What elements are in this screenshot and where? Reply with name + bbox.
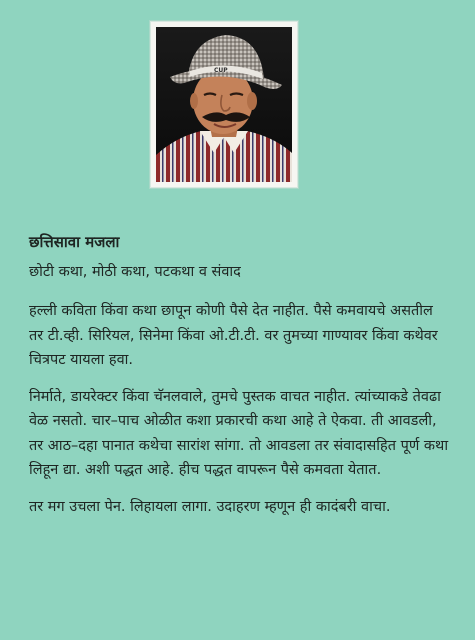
chapter-title: छत्तिसावा मजला xyxy=(29,233,120,251)
subtitle: छोटी कथा, मोठी कथा, पटकथा व संवाद xyxy=(29,264,241,280)
author-portrait-image xyxy=(156,27,292,182)
author-photo xyxy=(150,21,298,188)
paragraph-1: हल्ली कविता किंवा कथा छापून कोणी पैसे देत नाहीत. पैसे कमवायचे असतील तर टी.व्ही. सिरियल, सिनेमा किंवा ओ.टी.टी. वर तुमच्या गाण्यावर किंवा कथेवर चित्रपट यायला हवा. xyxy=(29,303,438,368)
paragraph-3: तर मग उचला पेन. लिहायला लागा. उदाहरण म्हणून ही कादंबरी वाचा. xyxy=(29,498,391,515)
hat-logo-text: CUP xyxy=(214,67,228,74)
paragraph-2: निर्माते, डायरेक्टर किंवा चॅनलवाले, तुमचे पुस्तक वाचत नाहीत. त्यांच्याकडे तेवढा वेळ नसतो. चार–पाच ओळीत कशा प्रकारची कथा आहे ते ऐकवा. ती आवडली, तर आठ–दहा पानात कथेचा सारांश सांगा. तो आवडला तर संवादासहित पूर्ण कथा लिहून द्या. अशी पद्धत आहे. हीच पद्धत वापरून पैसे कमवता येतात. xyxy=(29,388,449,478)
book-blurb xyxy=(29,230,449,531)
